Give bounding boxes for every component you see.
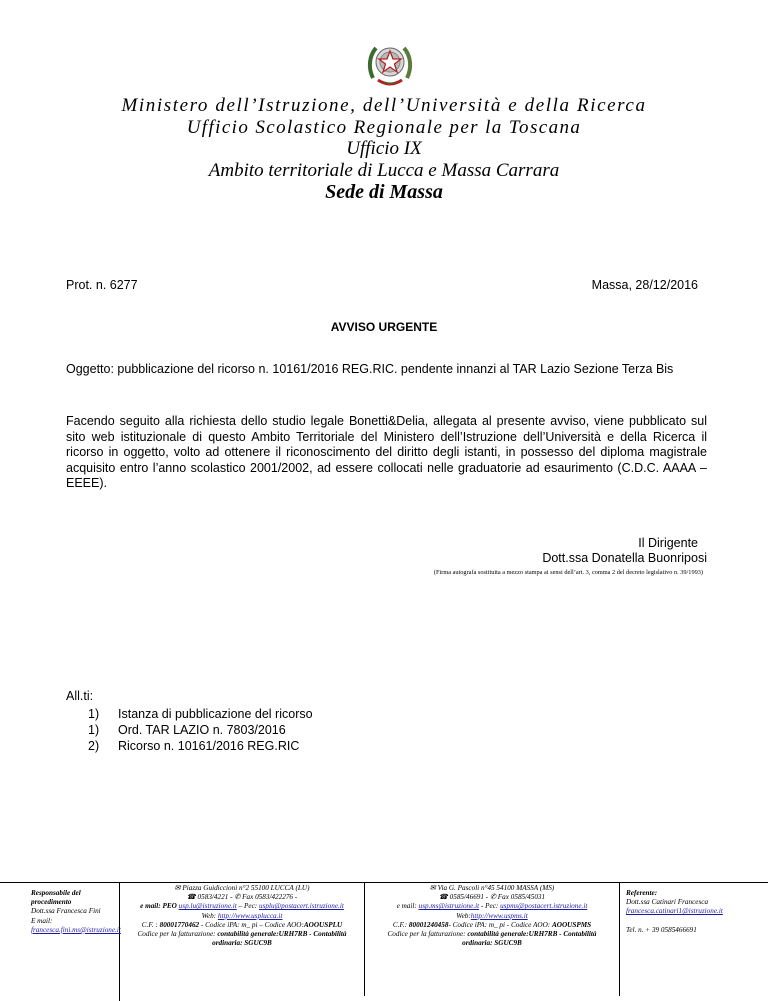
referent-label: Referente: — [626, 889, 658, 897]
attachment-number: 1) — [88, 707, 100, 721]
lucca-billing-ordinary: ordinaria: SGUC9B — [212, 939, 272, 948]
signatory-role: Il Dirigente — [638, 536, 698, 550]
page-footer — [0, 882, 768, 995]
referent-phone: Tel. n. + 39 0585466691 — [626, 925, 697, 934]
office-seat: Sede di Massa — [325, 181, 443, 203]
lucca-cf-suffix: - Codice iPA: m_ pi – Codice AOO: — [200, 920, 304, 929]
lucca-cf: 80001770462 — [159, 920, 200, 929]
lucca-pec-link[interactable]: usplu@postacert.istruzione.it — [258, 902, 344, 911]
responsible-label-2: procedimento — [31, 898, 72, 907]
ministry-name: Ministero dell’Istruzione, dell’Università e della Ricerca — [121, 95, 647, 116]
lucca-billing-codes: contabilità generale:URH7RB - Contabilità — [217, 930, 347, 939]
responsible-email-link[interactable]: francesca.fini.ms@istruzione.it — [31, 925, 121, 934]
responsible-label: Responsabile del — [31, 889, 81, 897]
massa-pec-link[interactable]: uspms@postacert.istruzione.it — [500, 902, 588, 911]
attachment-text: Ricorso n. 10161/2016 REG.RIC — [118, 739, 300, 753]
attachments-heading: All.ti: — [66, 689, 94, 703]
attachment-number: 1) — [88, 723, 100, 737]
massa-web-link[interactable]: http://www.uspms.it — [470, 911, 528, 920]
lucca-pec-label: – Pec: — [236, 902, 258, 911]
footer-massa-office — [365, 883, 620, 996]
lucca-aoo: AOOUSPLU — [303, 920, 343, 929]
lucca-mail-label: e mail: PEO — [140, 902, 177, 911]
attachment-number: 2) — [88, 739, 100, 753]
referent-email-link[interactable]: francesca.catinari1@istruzione.it — [626, 907, 723, 916]
footer-responsible — [31, 883, 120, 1001]
notice-title: AVVISO URGENTE — [330, 320, 438, 334]
attachment-text: Ord. TAR LAZIO n. 7803/2016 — [118, 723, 286, 737]
massa-billing-ordinary: ordinaria: SGUC9B — [462, 939, 522, 948]
signatory-name: Dott.ssa Donatella Buonriposi — [542, 551, 707, 565]
lucca-web-label: Web: — [201, 911, 217, 920]
lucca-cf-label: C.F. : — [141, 920, 158, 929]
massa-phone: ☎ 0585/46691 - ✆ Fax 0585/45031 — [438, 893, 546, 902]
massa-billing-label: Codice per la fatturazione: — [387, 930, 466, 939]
massa-web-label: Web: — [456, 911, 471, 920]
list-item — [88, 706, 313, 722]
massa-cf: 80001240458 — [408, 920, 449, 929]
massa-mail-link[interactable]: usp.ms@istruzione.it — [418, 902, 480, 911]
responsible-name: Dott.ssa Francesca Fini — [31, 907, 101, 916]
list-item — [88, 722, 313, 738]
massa-cf-label: C.F.: — [392, 920, 408, 929]
lucca-web-link[interactable]: http://www.usplucca.it — [217, 911, 283, 920]
territorial-area: Ambito territoriale di Lucca e Massa Carrara — [208, 160, 560, 181]
attachment-text: Istanza di pubblicazione del ricorso — [118, 707, 313, 721]
lucca-billing-label: Codice per la fatturazione: — [137, 930, 216, 939]
place-date: Massa, 28/12/2016 — [591, 278, 698, 292]
massa-pec-label: - Pec: — [479, 902, 499, 911]
italian-republic-emblem-icon — [366, 38, 414, 92]
lucca-address: ✉ Piazza Guidiccioni n°2 55100 LUCCA (LU) — [174, 884, 310, 892]
protocol-number: Prot. n. 6277 — [66, 278, 138, 292]
lucca-mail-link[interactable]: usp.lu@istruzione.it — [178, 902, 237, 911]
list-item — [88, 738, 313, 754]
massa-cf-suffix: - Codice iPA: m_ pi - Codice AOO: — [448, 920, 551, 929]
regional-office-name: Ufficio Scolastico Regionale per la Toscana — [186, 117, 582, 138]
massa-aoo: AOOUSPMS — [551, 920, 592, 929]
signature-note: (Firma autografa sostituita a mezzo stampa ai sensi dell’art. 3, comma 2 del decreto legislativo n. 39/1993) — [433, 569, 703, 576]
footer-referent — [626, 883, 756, 1001]
massa-billing-codes: contabilità generale:URH7RB - Contabilità — [467, 930, 597, 939]
office-unit: Ufficio IX — [346, 138, 422, 159]
referent-name: Dott.ssa Catinari Francesca — [626, 898, 709, 907]
massa-mail-label: e mail: — [396, 902, 417, 911]
subject-line: Oggetto: pubblicazione del ricorso n. 10161/2016 REG.RIC. pendente innanzi al TAR Lazio Sezione Terza Bis — [66, 362, 674, 376]
responsible-email-label: E mail: — [31, 916, 53, 925]
lucca-phone: ☎ 0583/4221 - ✆ Fax 0583/422276 - — [186, 893, 298, 902]
footer-lucca-office — [120, 883, 365, 996]
massa-address: ✉ Via G. Pascoli n°45 54100 MASSA (MS) — [429, 884, 555, 892]
attachments-list — [88, 706, 313, 754]
body-paragraph: Facendo seguito alla richiesta dello studio legale Bonetti&Delia, allegata al presente avviso, viene pubblicato sul sito web istituzionale di questo Ambito Territoriale del Ministero dell’Istruzione dell’Università e della Ricerca il ricorso in oggetto, volto ad ottenere il riconoscimento del diritto degli istanti, in possesso del diploma magistrale acquisito entro l’anno scolastico 2001/2002, ad essere collocati nelle graduatorie ad esaurimento (C.D.C. AAAA – EEEE). — [66, 414, 707, 490]
